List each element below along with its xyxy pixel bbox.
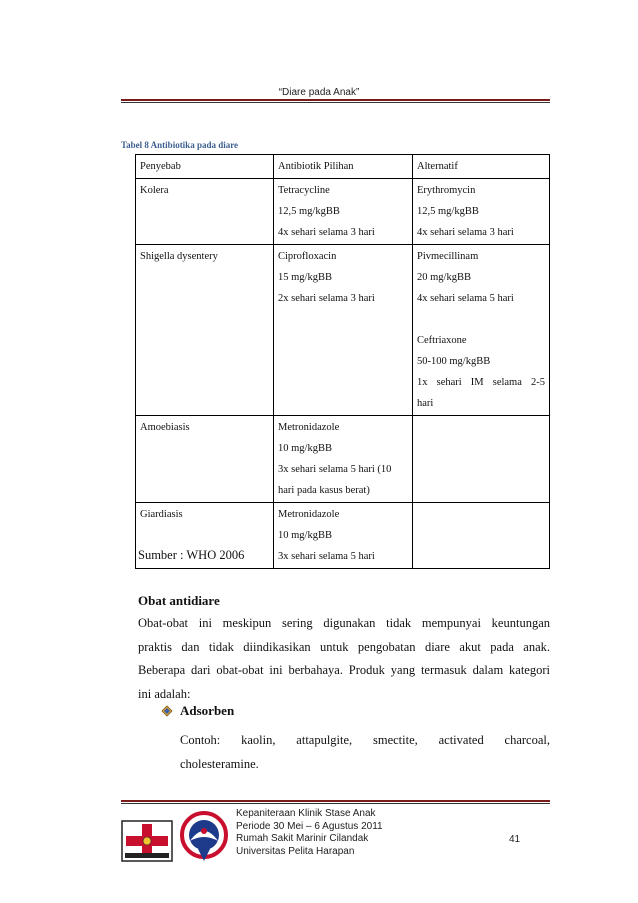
cell-line: 3x sehari selama 5 hari [278,551,375,562]
university-seal-icon [180,811,228,863]
cell-choice [274,179,413,245]
cell-choice [274,245,413,416]
header-choice: Antibiotik Pilihan [274,155,413,179]
cell-cause: Amoebiasis [136,416,274,503]
cell-line: hari pada kasus berat) [278,485,370,496]
cell-alternative [413,179,550,245]
paragraph-line: Obat-obat ini meskipun sering digunakan tidak mempunyai keuntungan [138,616,550,630]
cell-line: Erythromycin [417,185,476,196]
cell-cause: Giardiasis [136,503,274,569]
cell-line: 1x sehari IM selama 2-5 [417,377,545,388]
footer-rule-thin [121,803,550,804]
cell-line: hari [417,398,434,409]
cell-line: 4x sehari selama 3 hari [278,227,375,238]
section-paragraph [138,612,550,706]
bullet-line: cholesteramine. [180,757,259,771]
cell-cause: Kolera [136,179,274,245]
cell-alternative [413,503,550,569]
cell-line: Ciprofloxacin [278,251,337,262]
cell-line: Metronidazole [278,422,340,433]
cell-choice [274,416,413,503]
red-cross-logo-icon [121,820,173,862]
cell-line: Tetracycline [278,185,330,196]
header-rule [121,99,550,101]
paragraph-line: ini adalah: [138,686,191,701]
cell-line: Pivmecillinam [417,251,479,262]
cell-line: 15 mg/kgBB [278,272,332,283]
bullet-line: Contoh: kaolin, attapulgite, smectite, activated charcoal, [180,733,550,747]
table-row [136,416,550,503]
footer-line: Rumah Sakit Marinir Cilandak [236,833,369,844]
cell-alternative [413,245,550,416]
cell-alternative [413,416,550,503]
cell-line: 10 mg/kgBB [278,530,332,541]
table-caption: Tabel 8 Antibiotika pada diare [121,140,239,150]
cell-line: 20 mg/kgBB [417,272,471,283]
footer-line: Periode 30 Mei – 6 Agustus 2011 [236,820,383,832]
cell-choice [274,503,413,569]
running-title: “Diare pada Anak” [278,87,360,98]
cell-line: 50-100 mg/kgBB [417,356,491,367]
footer-rule [121,800,550,802]
paragraph-line: praktis dan tidak diindikasikan untuk pengobatan diare akut pada anak. [138,639,550,654]
page-number: 41 [509,834,521,845]
table-source: Sumber : WHO 2006 [138,548,245,562]
cell-cause: Shigella dysentery [136,245,274,416]
bullet-label: Adsorben [180,703,235,718]
footer-info [236,808,383,858]
cell-line: 2x sehari selama 3 hari [278,293,375,304]
cell-line: Ceftriaxone [417,335,467,346]
antibiotic-table [135,154,550,569]
table-header-row [136,155,550,179]
header-cause: Penyebab [136,155,274,179]
cell-line: 4x sehari selama 5 hari [417,293,514,304]
section-title: Obat antidiare [138,593,220,608]
bullet-text [180,728,550,776]
cell-line: 3x sehari selama 5 hari (10 [278,464,392,475]
cell-spacer [417,309,545,330]
cell-line: 12,5 mg/kgBB [278,206,340,217]
cell-line: 4x sehari selama 3 hari [417,227,514,238]
cell-line: 12,5 mg/kgBB [417,206,479,217]
paragraph-line: Beberapa dari obat-obat ini berbahaya. Produk yang termasuk dalam kategori [138,663,550,677]
bullet-diamond-icon [160,705,174,718]
table-row [136,179,550,245]
footer-line: Universitas Pelita Harapan [236,845,355,857]
table-row [136,245,550,416]
header-rule-thin [121,102,550,103]
cell-line: 10 mg/kgBB [278,443,332,454]
cell-line: Metronidazole [278,509,340,520]
header-alternative: Alternatif [413,155,550,179]
footer-line: Kepaniteraan Klinik Stase Anak [236,808,376,819]
